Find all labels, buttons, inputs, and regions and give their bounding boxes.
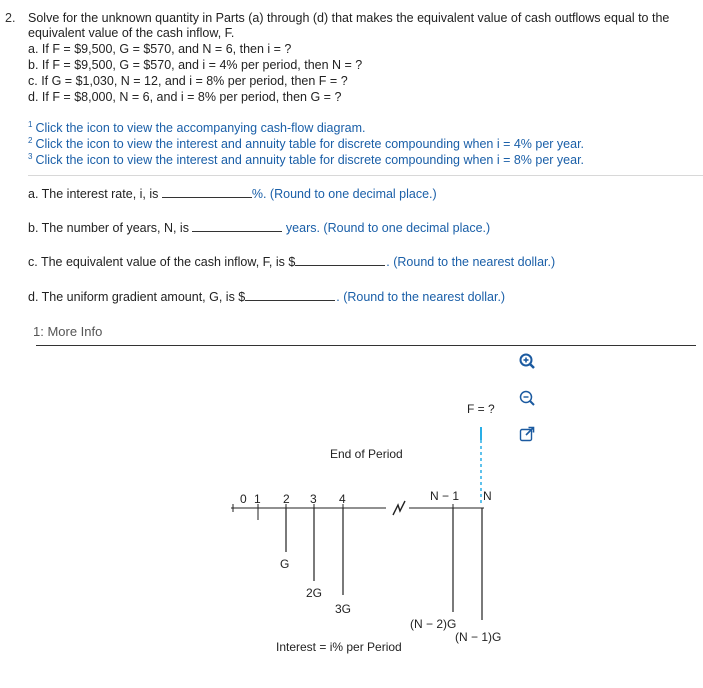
- answer-d-input[interactable]: [245, 287, 335, 301]
- tick-label-n-minus-1: N − 1: [430, 489, 460, 503]
- tick-label-2: 2: [283, 492, 290, 506]
- tick-label-3: 3: [310, 492, 317, 506]
- flow-label-3g: 3G: [335, 602, 352, 616]
- more-info-title: 1: More Info: [33, 324, 103, 339]
- answer-a-row: a. The interest rate, i, is %. (Round to one decimal place.): [28, 184, 437, 201]
- tick-label-1: 1: [254, 492, 261, 506]
- question-part-a: a. If F = $9,500, G = $570, and N = 6, then i = ?: [28, 42, 292, 56]
- reference-cash-flow-diagram[interactable]: $^1$ Click the icon to view the accompanying cash-flow diagram.: [28, 120, 366, 136]
- question-intro-line2: equivalent value of the cash inflow, F.: [28, 26, 235, 40]
- answer-c-row: c. The equivalent value of the cash inflow, F, is $ . (Round to the nearest dollar.): [28, 252, 555, 269]
- zoom-out-icon[interactable]: [518, 389, 536, 407]
- flow-label-n-minus-2-g: (N − 2)G: [410, 617, 457, 631]
- question-part-b: b. If F = $9,500, G = $570, and i = 4% per period, then N = ?: [28, 58, 363, 72]
- answer-d-row: d. The uniform gradient amount, G, is $ . (Round to the nearest dollar.): [28, 287, 505, 304]
- flow-label-2g: 2G: [306, 586, 323, 600]
- answer-a-input[interactable]: [162, 184, 252, 198]
- pop-out-icon[interactable]: [518, 425, 536, 443]
- end-of-period-label: End of Period: [330, 447, 403, 461]
- flow-label-g: G: [280, 557, 290, 571]
- tick-label-4: 4: [339, 492, 346, 506]
- answer-c-input[interactable]: [295, 252, 385, 266]
- tick-label-n: N: [483, 489, 492, 503]
- zoom-in-icon[interactable]: [518, 352, 536, 370]
- question-part-d: d. If F = $8,000, N = 6, and i = 8% per period, then G = ?: [28, 90, 342, 104]
- f-label: F = ?: [467, 402, 495, 416]
- reference-table-4-percent[interactable]: $^2$ Click the icon to view the interest and annuity table for discrete compounding when i = 4% per year.: [28, 136, 585, 152]
- question-part-c: c. If G = $1,030, N = 12, and i = 8% per period, then F = ?: [28, 74, 348, 88]
- more-info-rule: [36, 345, 696, 346]
- answer-b-row: b. The number of years, N, is years. (Round to one decimal place.): [28, 218, 490, 235]
- interest-label: Interest = i% per Period: [276, 640, 402, 654]
- reference-table-8-percent[interactable]: $^3$ Click the icon to view the interest and annuity table for discrete compounding when i = 8% per year.: [28, 152, 585, 168]
- answer-b-input[interactable]: [192, 218, 282, 232]
- question-number: 2.: [5, 11, 16, 25]
- tick-label-0: 0: [240, 492, 247, 506]
- question-intro-line1: Solve for the unknown quantity in Parts (a) through (d) that makes the equivalent value of cash outflows equal to the: [28, 11, 670, 25]
- divider: [28, 175, 703, 176]
- axis-break: [393, 501, 405, 515]
- flow-label-n-minus-1-g: (N − 1)G: [455, 630, 502, 644]
